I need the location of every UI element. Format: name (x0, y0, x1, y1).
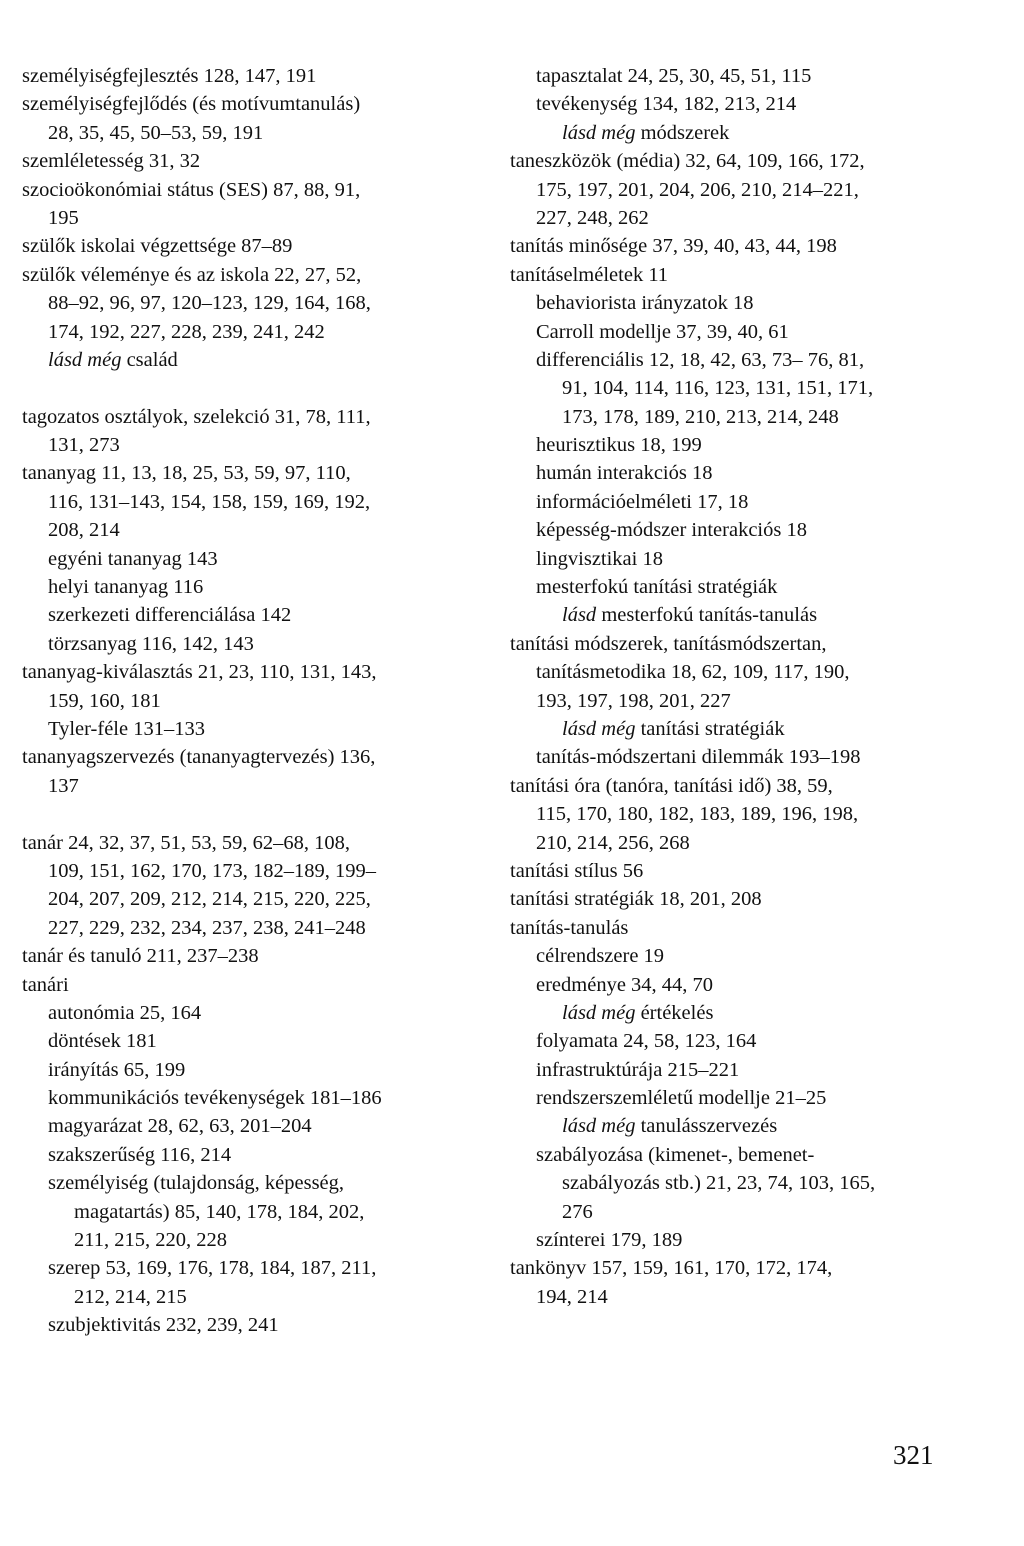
index-entry-line (22, 119, 492, 147)
index-entry-text: tananyag 11, 13, 18, 25, 53, 59, 97, 110, (22, 462, 351, 485)
index-entry-line (22, 573, 492, 601)
index-entry-line (22, 147, 492, 175)
index-entry-text: 173, 178, 189, 210, 213, 214, 248 (562, 405, 839, 428)
index-entry-text: személyiségfejlesztés 128, 147, 191 (22, 65, 317, 87)
index-entry-text: 193, 197, 198, 201, 227 (536, 689, 731, 712)
index-entry-line (510, 431, 980, 459)
index-entry-text: célrendszere 19 (536, 945, 665, 968)
index-entry-line (510, 971, 980, 999)
index-entry-line (510, 1112, 980, 1140)
index-entry-text: szabályozás stb.) 21, 23, 74, 103, 165, (562, 1172, 876, 1195)
index-entry-text: autonómia 25, 164 (48, 1001, 202, 1024)
index-entry-line (510, 516, 980, 544)
index-entry-line (510, 119, 980, 147)
index-entry-text: 227, 229, 232, 234, 237, 238, 241–248 (48, 916, 366, 939)
index-entry-line (22, 176, 492, 204)
index-entry-line (22, 1311, 492, 1339)
index-entry-text: irányítás 65, 199 (48, 1058, 186, 1081)
index-entry-text: folyamata 24, 58, 123, 164 (536, 1030, 757, 1053)
index-spacer (22, 374, 492, 402)
index-entry-line (510, 459, 980, 487)
index-entry-text: tankönyv 157, 159, 161, 170, 172, 174, (510, 1257, 833, 1280)
index-entry-line (510, 914, 980, 942)
index-entry-line (22, 403, 492, 431)
index-entry-text: szakszerűség 116, 214 (48, 1143, 232, 1166)
index-entry-line (22, 488, 492, 516)
index-entry-text: tanár 24, 32, 37, 51, 53, 59, 62–68, 108, (22, 831, 350, 854)
index-column-left (22, 62, 492, 1340)
index-entry-line (22, 914, 492, 942)
index-entry-line (22, 545, 492, 573)
index-column-right (510, 62, 980, 1311)
index-entry-line (22, 1169, 492, 1197)
index-entry-line (510, 630, 980, 658)
index-entry-text: döntések 181 (48, 1030, 157, 1053)
index-entry-text: Carroll modellje 37, 39, 40, 61 (536, 320, 789, 343)
index-entry-line (510, 1141, 980, 1169)
index-entry-line (510, 800, 980, 828)
index-entry-line (510, 318, 980, 346)
index-entry-line (22, 346, 492, 374)
index-entry-line (22, 318, 492, 346)
index-entry-line (510, 885, 980, 913)
index-entry-line (510, 1056, 980, 1084)
index-entry-line (510, 346, 980, 374)
index-entry-text: tanári (22, 973, 69, 996)
index-entry-line (22, 885, 492, 913)
index-entry-text: 227, 248, 262 (536, 206, 649, 229)
index-entry-text: magyarázat 28, 62, 63, 201–204 (48, 1115, 312, 1138)
index-entry-text: taneszközök (média) 32, 64, 109, 166, 172, (510, 150, 865, 173)
index-entry-text: információelméleti 17, 18 (536, 490, 749, 513)
index-entry-line (22, 772, 492, 800)
index-entry-line (510, 829, 980, 857)
index-entry-text: tapasztalat 24, 25, 30, 45, 51, 115 (536, 65, 812, 87)
index-entry-text: 88–92, 96, 97, 120–123, 129, 164, 168, (48, 292, 371, 315)
index-entry-text: mesterfokú tanítás-tanulás (596, 604, 818, 627)
index-entry-text: 28, 35, 45, 50–53, 59, 191 (48, 121, 264, 144)
index-entry-line (510, 658, 980, 686)
cross-reference-label: lásd (562, 604, 597, 627)
cross-reference-label: lásd még (562, 1115, 636, 1138)
index-entry-line (510, 687, 980, 715)
index-entry-line (22, 204, 492, 232)
index-entry-text: Tyler-féle 131–133 (48, 717, 205, 740)
index-entry-text: 195 (48, 206, 79, 229)
index-entry-line (510, 176, 980, 204)
index-entry-text: tanítási stílus 56 (510, 859, 644, 882)
index-entry-text: tanítási stratégiák 18, 201, 208 (510, 888, 762, 911)
index-entry-line (22, 1226, 492, 1254)
index-entry-text: szubjektivitás 232, 239, 241 (48, 1314, 279, 1337)
index-entry-line (510, 403, 980, 431)
index-entry-line (510, 772, 980, 800)
index-spacer (22, 800, 492, 828)
index-entry-line (22, 687, 492, 715)
index-entry-text: szülők véleménye és az iskola 22, 27, 52, (22, 263, 362, 286)
cross-reference-label: lásd még (562, 1001, 636, 1024)
index-entry-text: színterei 179, 189 (536, 1229, 683, 1252)
index-entry-line (22, 431, 492, 459)
index-entry-line (22, 289, 492, 317)
index-entry-line (22, 1283, 492, 1311)
index-entry-line (510, 1169, 980, 1197)
index-entry-text: heurisztikus 18, 199 (536, 434, 702, 457)
index-entry-text: 276 (562, 1200, 593, 1223)
index-entry-text: személyiség (tulajdonság, képesség, (48, 1172, 345, 1195)
index-entry-text: tananyag-kiválasztás 21, 23, 110, 131, 143, (22, 661, 377, 684)
index-entry-line (510, 715, 980, 743)
page-number: 321 (893, 1440, 934, 1470)
index-entry-line (22, 630, 492, 658)
index-entry-line (22, 232, 492, 260)
index-entry-text: tagozatos osztályok, szelekció 31, 78, 111, (22, 405, 371, 428)
index-entry-text: behaviorista irányzatok 18 (536, 292, 754, 315)
index-entry-line (22, 261, 492, 289)
index-entry-text: rendszerszemléletű modellje 21–25 (536, 1087, 827, 1110)
index-entry-line (22, 1056, 492, 1084)
index-entry-line (22, 999, 492, 1027)
index-entry-line (510, 261, 980, 289)
index-entry-text: szerkezeti differenciálása 142 (48, 604, 292, 627)
index-entry-text: szemléletesség 31, 32 (22, 150, 201, 173)
index-entry-text: tanításelméletek 11 (510, 263, 669, 286)
index-entry-line (510, 488, 980, 516)
index-entry-text: tanításmetodika 18, 62, 109, 117, 190, (536, 661, 850, 684)
index-entry-line (510, 1283, 980, 1311)
index-entry-text: 91, 104, 114, 116, 123, 131, 151, 171, (562, 377, 874, 400)
index-entry-line (22, 601, 492, 629)
index-entry-line (510, 90, 980, 118)
index-entry-line (22, 459, 492, 487)
index-entry-line (22, 1112, 492, 1140)
index-entry-text: szerep 53, 169, 176, 178, 184, 187, 211, (48, 1257, 377, 1280)
index-entry-line (510, 942, 980, 970)
index-entry-text: tanítás-tanulás (510, 916, 629, 939)
index-entry-text: tanítási óra (tanóra, tanítási idő) 38, 59, (510, 774, 833, 797)
index-entry-text: tanítás-módszertani dilemmák 193–198 (536, 746, 861, 769)
index-entry-text: módszerek (635, 121, 730, 144)
index-entry-text: 204, 207, 209, 212, 214, 215, 220, 225, (48, 888, 371, 911)
cross-reference-label: lásd még (562, 121, 636, 144)
index-entry-line (22, 1141, 492, 1169)
index-entry-text: 109, 151, 162, 170, 173, 182–189, 199– (48, 859, 376, 882)
index-entry-line (22, 942, 492, 970)
index-entry-line (22, 715, 492, 743)
index-entry-line (510, 374, 980, 402)
index-entry-line (510, 999, 980, 1027)
index-entry-text: 131, 273 (48, 434, 120, 457)
index-entry-text: szülők iskolai végzettsége 87–89 (22, 235, 293, 258)
index-entry-line (510, 1027, 980, 1055)
index-entry-line (22, 658, 492, 686)
index-entry-text: szabályozása (kimenet-, bemenet- (536, 1143, 815, 1166)
index-entry-text: törzsanyag 116, 142, 143 (48, 632, 254, 655)
index-entry-line (510, 545, 980, 573)
index-entry-text: tanítás minősége 37, 39, 40, 43, 44, 198 (510, 235, 837, 258)
index-entry-text: 208, 214 (48, 519, 120, 542)
index-entry-line (510, 1254, 980, 1282)
index-entry-text: 137 (48, 774, 79, 797)
index-entry-line (510, 289, 980, 317)
index-entry-line (22, 743, 492, 771)
index-entry-line (22, 1198, 492, 1226)
index-entry-line (22, 971, 492, 999)
index-entry-text: család (121, 348, 178, 371)
index-entry-text: 174, 192, 227, 228, 239, 241, 242 (48, 320, 325, 343)
index-entry-text: 115, 170, 180, 182, 183, 189, 196, 198, (536, 803, 859, 826)
index-entry-text: kommunikációs tevékenységek 181–186 (48, 1087, 382, 1110)
index-entry-line (510, 743, 980, 771)
index-entry-text: helyi tananyag 116 (48, 576, 204, 599)
index-entry-text: tananyagszervezés (tananyagtervezés) 136, (22, 746, 376, 769)
index-entry-text: 175, 197, 201, 204, 206, 210, 214–221, (536, 178, 859, 201)
index-entry-text: differenciális 12, 18, 42, 63, 73– 76, 81, (536, 348, 865, 371)
index-entry-text: mesterfokú tanítási stratégiák (536, 576, 778, 599)
index-entry-text: szocioökonómiai státus (SES) 87, 88, 91, (22, 178, 361, 201)
index-entry-line (510, 204, 980, 232)
index-entry-text: tanítási módszerek, tanításmódszertan, (510, 632, 827, 655)
index-entry-text: 212, 214, 215 (74, 1285, 187, 1308)
index-entry-line (510, 1226, 980, 1254)
index-entry-text: értékelés (635, 1001, 714, 1024)
index-entry-line (510, 147, 980, 175)
index-entry-line (22, 62, 492, 90)
index-entry-line (22, 1027, 492, 1055)
index-entry-line (22, 516, 492, 544)
cross-reference-label: lásd még (562, 717, 636, 740)
index-entry-line (22, 857, 492, 885)
index-entry-line (510, 62, 980, 90)
index-entry-text: 159, 160, 181 (48, 689, 161, 712)
index-entry-text: tanár és tanuló 211, 237–238 (22, 945, 259, 968)
index-entry-line (510, 1084, 980, 1112)
index-entry-line (510, 857, 980, 885)
index-entry-text: eredménye 34, 44, 70 (536, 973, 714, 996)
index-entry-line (510, 601, 980, 629)
index-entry-line (22, 90, 492, 118)
index-entry-line (22, 829, 492, 857)
index-entry-text: infrastruktúrája 215–221 (536, 1058, 740, 1081)
index-entry-text: egyéni tananyag 143 (48, 547, 218, 570)
index-entry-line (510, 1198, 980, 1226)
index-entry-line (22, 1254, 492, 1282)
index-entry-text: humán interakciós 18 (536, 462, 713, 485)
index-entry-text: tanulásszervezés (635, 1115, 778, 1138)
index-entry-text: személyiségfejlődés (és motívumtanulás) (22, 93, 361, 116)
index-entry-text: 210, 214, 256, 268 (536, 831, 690, 854)
index-entry-text: lingvisztikai 18 (536, 547, 663, 570)
index-entry-text: képesség-módszer interakciós 18 (536, 519, 807, 542)
index-entry-line (510, 573, 980, 601)
index-entry-text: tevékenység 134, 182, 213, 214 (536, 93, 797, 116)
cross-reference-label: lásd még (48, 348, 122, 371)
index-entry-text: 194, 214 (536, 1285, 608, 1308)
index-entry-line (510, 232, 980, 260)
index-entry-text: 211, 215, 220, 228 (74, 1229, 227, 1252)
index-entry-text: magatartás) 85, 140, 178, 184, 202, (74, 1200, 365, 1223)
index-entry-text: tanítási stratégiák (635, 717, 785, 740)
index-entry-line (22, 1084, 492, 1112)
index-entry-text: 116, 131–143, 154, 158, 159, 169, 192, (48, 490, 371, 513)
